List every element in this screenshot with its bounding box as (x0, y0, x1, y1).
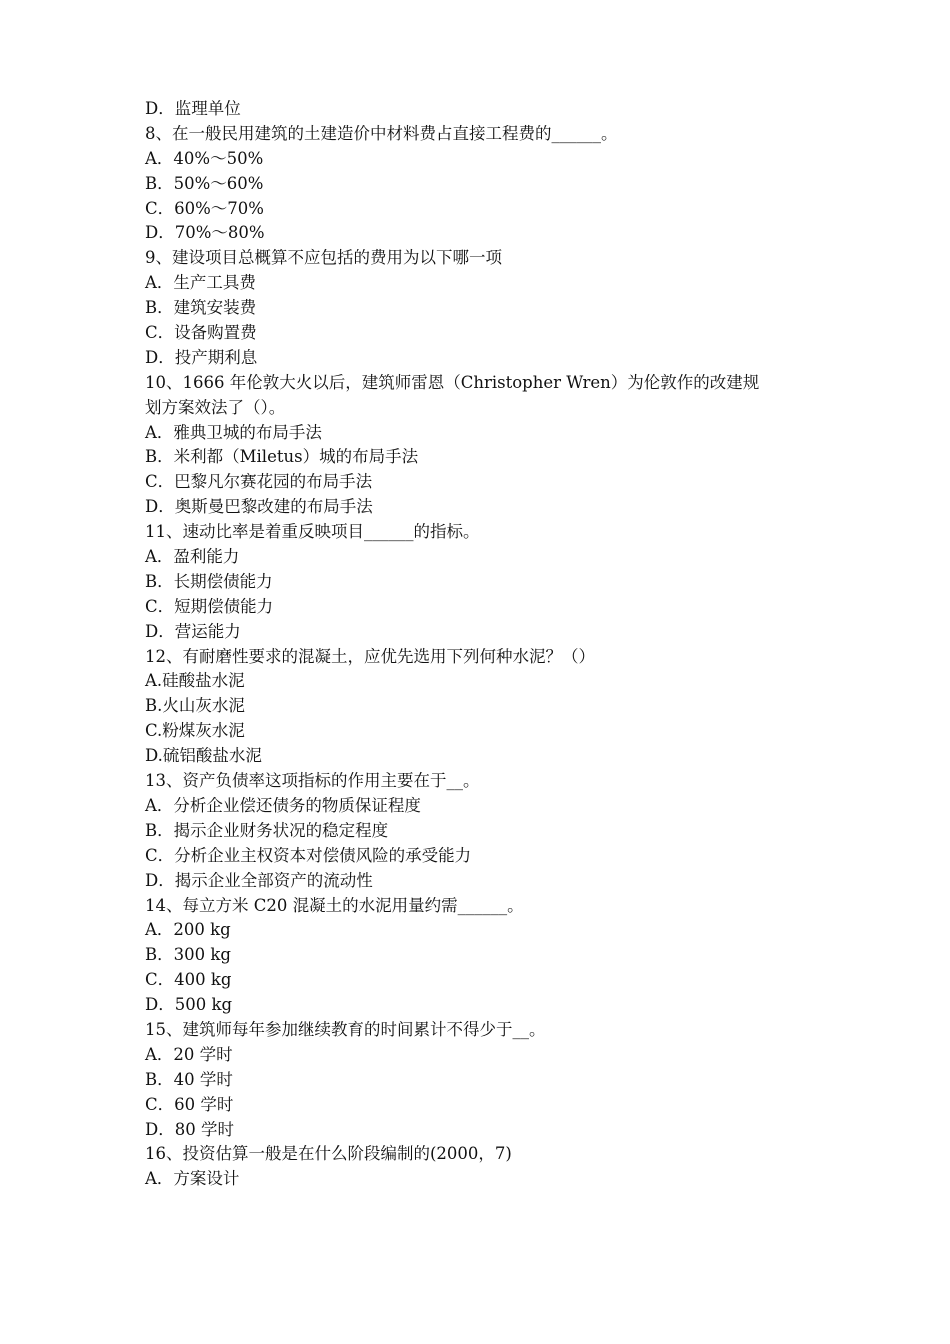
question-line: 8、在一般民用建筑的土建造价中材料费占直接工程费的______。 (145, 123, 618, 143)
option-line: A．分析企业偿还债务的物质保证程度 (145, 795, 421, 815)
document-page (145, 97, 825, 1192)
option-line: B．米利都（Miletus）城的布局手法 (145, 447, 419, 467)
option-line: A．200 kg (145, 920, 231, 940)
option-line: A．40%～50% (145, 148, 264, 168)
option-line: A．生产工具费 (145, 273, 256, 293)
option-line: C．分析企业主权资本对偿债风险的承受能力 (145, 845, 472, 865)
question-line: 11、速动比率是着重反映项目______的指标。 (145, 522, 480, 542)
option-line: C．60 学时 (145, 1094, 234, 1114)
option-line: C．设备购置费 (145, 323, 257, 343)
question-line: 14、每立方米 C20 混凝土的水泥用量约需______。 (145, 895, 524, 915)
option-line: D．营运能力 (145, 621, 241, 641)
option-line: C．400 kg (145, 970, 232, 990)
question-line: 16、投资估算一般是在什么阶段编制的(2000，7) (145, 1144, 512, 1164)
option-line: D．70%～80% (145, 223, 265, 243)
option-line: D．揭示企业全部资产的流动性 (145, 870, 373, 890)
option-line: B．建筑安装费 (145, 298, 257, 318)
option-line: A．盈利能力 (145, 547, 240, 567)
option-line: C．短期偿债能力 (145, 596, 274, 616)
question-line: 9、建设项目总概算不应包括的费用为以下哪一项 (145, 248, 502, 268)
option-line: A．方案设计 (145, 1169, 240, 1189)
option-line: B．长期偿债能力 (145, 571, 273, 591)
option-line: D．投产期利息 (145, 347, 258, 367)
option-line: A．雅典卫城的布局手法 (145, 422, 322, 442)
question-line: 13、资产负债率这项指标的作用主要在于__。 (145, 771, 480, 791)
question-line: 12、有耐磨性要求的混凝土，应优先选用下列何种水泥？（） (145, 646, 595, 666)
option-line: B．50%～60% (145, 173, 264, 193)
option-line: B．揭示企业财务状况的稳定程度 (145, 820, 389, 840)
option-line: B．40 学时 (145, 1069, 233, 1089)
option-line: B．300 kg (145, 945, 231, 965)
option-line: C.粉煤灰水泥 (145, 721, 245, 741)
option-line: D.硫铝酸盐水泥 (145, 746, 262, 766)
option-line: B.火山灰水泥 (145, 696, 245, 716)
question-line: 10、1666 年伦敦大火以后，建筑师雷恩（Christopher Wren）为伦敦作的改建规 (145, 372, 760, 392)
option-line: A.硅酸盐水泥 (145, 671, 245, 691)
option-line: D．奥斯曼巴黎改建的布局手法 (145, 497, 373, 517)
option-line: D．500 kg (145, 995, 233, 1015)
option-line: D．80 学时 (145, 1119, 234, 1139)
option-line: A．20 学时 (145, 1044, 233, 1064)
option-line: C．巴黎凡尔赛花园的布局手法 (145, 472, 373, 492)
option-line: C．60%～70% (145, 198, 264, 218)
question-line-continued: 划方案效法了（）。 (145, 397, 286, 417)
option-line: D．监理单位 (145, 99, 241, 118)
question-line: 15、建筑师每年参加继续教育的时间累计不得少于__。 (145, 1019, 546, 1039)
